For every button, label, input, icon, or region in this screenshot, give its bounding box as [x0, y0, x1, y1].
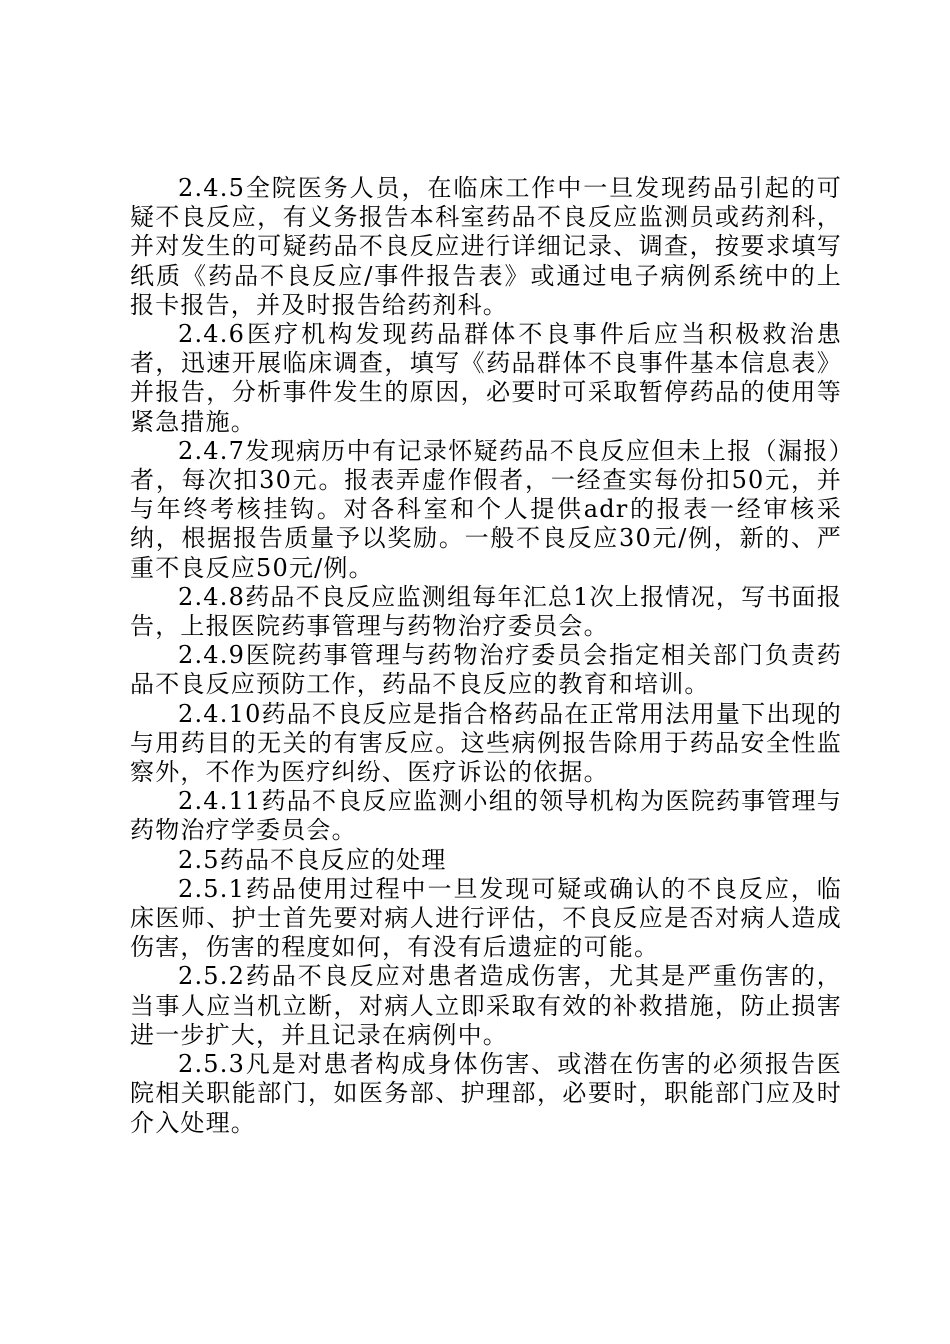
paragraph-2-4-5: 2.4.5全院医务人员，在临床工作中一旦发现药品引起的可疑不良反应，有义务报告本科室药品不良反应监测员或药剂科，并对发生的可疑药品不良反应进行详细记录、调查，按要求填写纸质《药品不良反应/事件报告表》或通过电子病例系统中的上报卡报告，并及时报告给药剂科。	[130, 174, 842, 319]
paragraph-2-4-7: 2.4.7发现病历中有记录怀疑药品不良反应但未上报（漏报）者，每次扣30元。报表弄虚作假者，一经查实每份扣50元，并与年终考核挂钩。对各科室和个人提供adr的报表一经审核采纳，根据报告质量予以奖励。一般不良反应30元/例，新的、严重不良反应50元/例。	[130, 436, 842, 582]
paragraph-2-4-6: 2.4.6医疗机构发现药品群体不良事件后应当积极救治患者，迅速开展临床调查，填写《药品群体不良事件基本信息表》并报告，分析事件发生的原因，必要时可采取暂停药品的使用等紧急措施。	[130, 320, 842, 436]
paragraph-2-4-11: 2.4.11药品不良反应监测小组的领导机构为医院药事管理与药物治疗学委员会。	[130, 787, 842, 845]
document-body	[130, 174, 842, 1138]
paragraph-2-5-1: 2.5.1药品使用过程中一旦发现可疑或确认的不良反应，临床医师、护士首先要对病人进行评估，不良反应是否对病人造成伤害，伤害的程度如何，有没有后遗症的可能。	[130, 874, 842, 962]
paragraph-2-4-9: 2.4.9医院药事管理与药物治疗委员会指定相关部门负责药品不良反应预防工作，药品不良反应的教育和培训。	[130, 641, 842, 699]
paragraph-2-5-3: 2.5.3凡是对患者构成身体伤害、或潜在伤害的必须报告医院相关职能部门，如医务部、护理部，必要时，职能部门应及时介入处理。	[130, 1050, 842, 1137]
paragraph-2-5-2: 2.5.2药品不良反应对患者造成伤害，尤其是严重伤害的，当事人应当机立断，对病人立即采取有效的补救措施，防止损害进一步扩大，并且记录在病例中。	[130, 962, 842, 1049]
paragraph-2-4-10: 2.4.10药品不良反应是指合格药品在正常用法用量下出现的与用药目的无关的有害反应。这些病例报告除用于药品安全性监察外，不作为医疗纠纷、医疗诉讼的依据。	[130, 699, 842, 787]
section-heading-2-5: 2.5药品不良反应的处理	[178, 845, 447, 874]
paragraph-2-4-8: 2.4.8药品不良反应监测组每年汇总1次上报情况，写书面报告，上报医院药事管理与药物治疗委员会。	[130, 582, 842, 641]
